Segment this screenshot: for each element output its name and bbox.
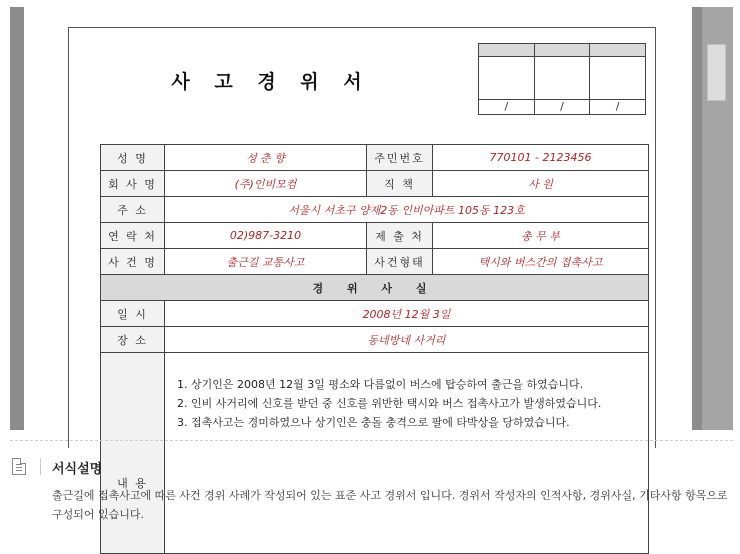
narrative-line: 2. 인비 사거리에 신호를 받던 중 신호를 위반한 택시와 버스 접촉사고가 발생하였습니다. [177, 397, 602, 410]
place-value: 동네방네 사거리 [165, 327, 649, 353]
company-value: (주)인비모컴 [165, 171, 367, 197]
section-divider [10, 440, 733, 441]
contact-label: 연 락 처 [101, 223, 165, 249]
table-row [101, 249, 649, 275]
name-label: 성 명 [101, 145, 165, 171]
approval-header-cell [590, 44, 646, 57]
description-text: 출근길에 접촉사고에 따른 사건 경위 사례가 작성되어 있는 표준 사고 경위서 입니다. 경위서 작성자의 인적사항, 경위사실, 기타사항 항목으로 구성되어 있습니다. [52, 489, 728, 521]
incident-type-label: 사건형태 [367, 249, 433, 275]
approval-sign-cell [479, 57, 535, 99]
incident-name-label: 사 건 명 [101, 249, 165, 275]
contact-value: 02)987-3210 [165, 223, 367, 249]
section-header: 경 위 사 실 [101, 275, 649, 301]
description-title: 서식설명 [52, 462, 103, 477]
incident-type-value: 택시와 버스간의 접촉사고 [433, 249, 649, 275]
id-number-label: 주민번호 [367, 145, 433, 171]
date-label: 일 시 [101, 301, 165, 327]
address-value: 서울시 서초구 양재2동 인비아파트 105동 123호 [165, 197, 649, 223]
id-number-value: 770101 - 2123456 [433, 145, 649, 171]
scrollbar-thumb[interactable] [707, 44, 726, 101]
table-row [101, 171, 649, 197]
company-label: 회 사 명 [101, 171, 165, 197]
incident-name-value: 출근길 교통사고 [165, 249, 367, 275]
submit-to-value: 총 무 부 [433, 223, 649, 249]
vertical-scrollbar[interactable] [702, 7, 733, 430]
narrative-line: 1. 상기인은 2008년 12월 3일 평소와 다름없이 버스에 탑승하여 출근을 하였습니다. [177, 378, 584, 391]
table-row [101, 327, 649, 353]
approval-date-cell: / [479, 99, 535, 114]
narrative-label: 내 용 [101, 353, 165, 554]
place-label: 장 소 [101, 327, 165, 353]
approval-header-cell [534, 44, 590, 57]
approval-sign-cell [534, 57, 590, 99]
table-row [101, 145, 649, 171]
approval-header-cell [479, 44, 535, 57]
approval-box [478, 43, 646, 115]
table-row [101, 197, 649, 223]
document-icon [12, 458, 26, 475]
title-separator [40, 458, 41, 475]
address-label: 주 소 [101, 197, 165, 223]
date-value: 2008년 12월 3일 [165, 301, 649, 327]
table-row [101, 223, 649, 249]
submit-to-label: 제 출 처 [367, 223, 433, 249]
table-row [101, 275, 649, 301]
narrative-line: 3. 접촉사고는 경미하였으나 상기인은 충돌 충격으로 팔에 타박상을 당하였습니다. [177, 416, 570, 429]
position-label: 직 책 [367, 171, 433, 197]
approval-date-cell: / [534, 99, 590, 114]
name-value: 성 춘 향 [165, 145, 367, 171]
position-value: 사 원 [433, 171, 649, 197]
approval-date-cell: / [590, 99, 646, 114]
table-row [101, 301, 649, 327]
document-title: 사 고 경 위 서 [171, 71, 371, 93]
approval-sign-cell [590, 57, 646, 99]
